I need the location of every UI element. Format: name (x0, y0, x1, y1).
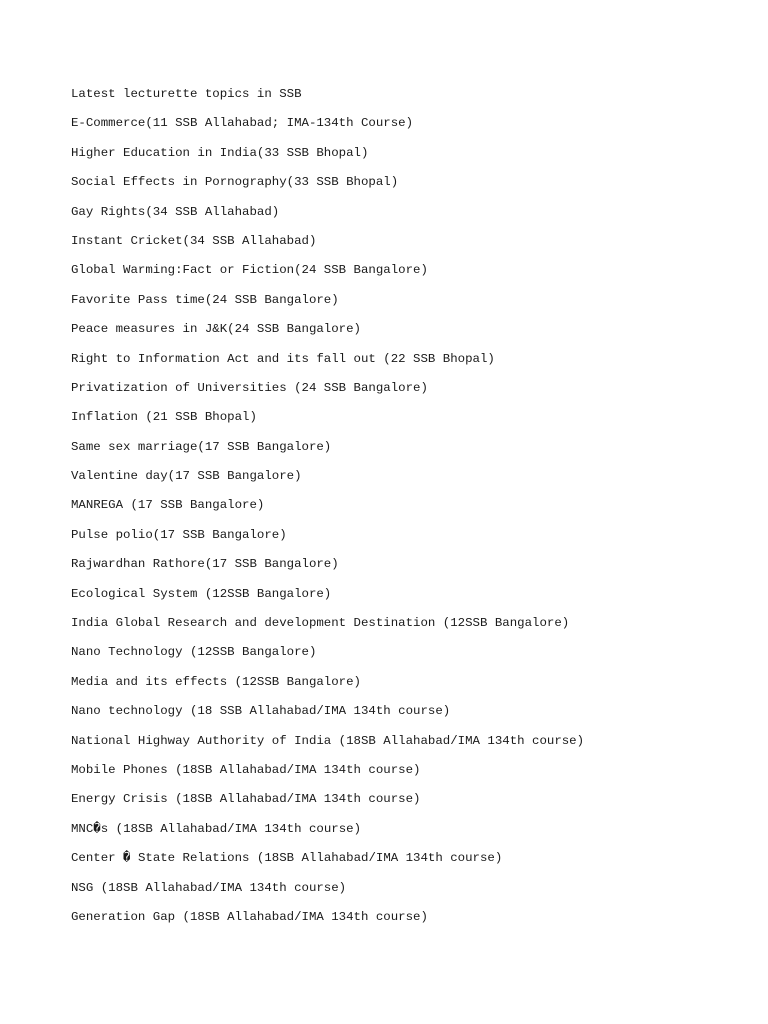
topic-line: Right to Information Act and its fall out (22 SSB Bhopal) (71, 351, 495, 366)
topic-line: NSG (18SB Allahabad/IMA 134th course) (71, 880, 347, 895)
topic-line: Ecological System (12SSB Bangalore) (71, 586, 332, 601)
topic-line: India Global Research and development Destination (12SSB Bangalore) (71, 616, 570, 631)
topic-line: MNC�s (18SB Allahabad/IMA 134th course) (71, 821, 362, 836)
topic-line: Higher Education in India(33 SSB Bhopal) (71, 145, 369, 160)
topic-line: Social Effects in Pornography(33 SSB Bhopal) (71, 175, 399, 190)
topic-line: Privatization of Universities (24 SSB Bangalore) (71, 380, 428, 395)
topic-line: Instant Cricket(34 SSB Allahabad) (71, 233, 317, 248)
topic-line: National Highway Authority of India (18SB Allahabad/IMA 134th course) (71, 733, 585, 748)
topic-line: Media and its effects (12SSB Bangalore) (71, 674, 361, 689)
topic-line: Gay Rights(34 SSB Allahabad) (71, 204, 280, 219)
topic-line: MANREGA (17 SSB Bangalore) (71, 498, 265, 513)
topic-line: Nano technology (18 SSB Allahabad/IMA 134th course) (71, 704, 451, 719)
document-title: Latest lecturette topics in SSB (71, 87, 302, 101)
topic-line: Same sex marriage(17 SSB Bangalore) (71, 439, 332, 454)
topic-line: Nano Technology (12SSB Bangalore) (71, 645, 317, 660)
topic-line: Center � State Relations (18SB Allahabad/IMA 134th course) (71, 851, 503, 866)
topic-line: Inflation (21 SSB Bhopal) (71, 410, 257, 425)
topic-line: Pulse polio(17 SSB Bangalore) (71, 527, 287, 542)
topic-line: Mobile Phones (18SB Allahabad/IMA 134th course) (71, 762, 421, 777)
topic-line: Peace measures in J&K(24 SSB Bangalore) (71, 322, 361, 337)
topic-line: E-Commerce(11 SSB Allahabad; IMA-134th Course) (71, 116, 414, 131)
topic-line: Rajwardhan Rathore(17 SSB Bangalore) (71, 557, 339, 572)
document-page (71, 86, 751, 938)
topic-line: Favorite Pass time(24 SSB Bangalore) (71, 292, 339, 307)
topic-line: Energy Crisis (18SB Allahabad/IMA 134th course) (71, 792, 421, 807)
topic-line: Generation Gap (18SB Allahabad/IMA 134th course) (71, 909, 428, 924)
topic-line: Global Warming:Fact or Fiction(24 SSB Bangalore) (71, 263, 428, 278)
topic-line: Valentine day(17 SSB Bangalore) (71, 469, 302, 484)
